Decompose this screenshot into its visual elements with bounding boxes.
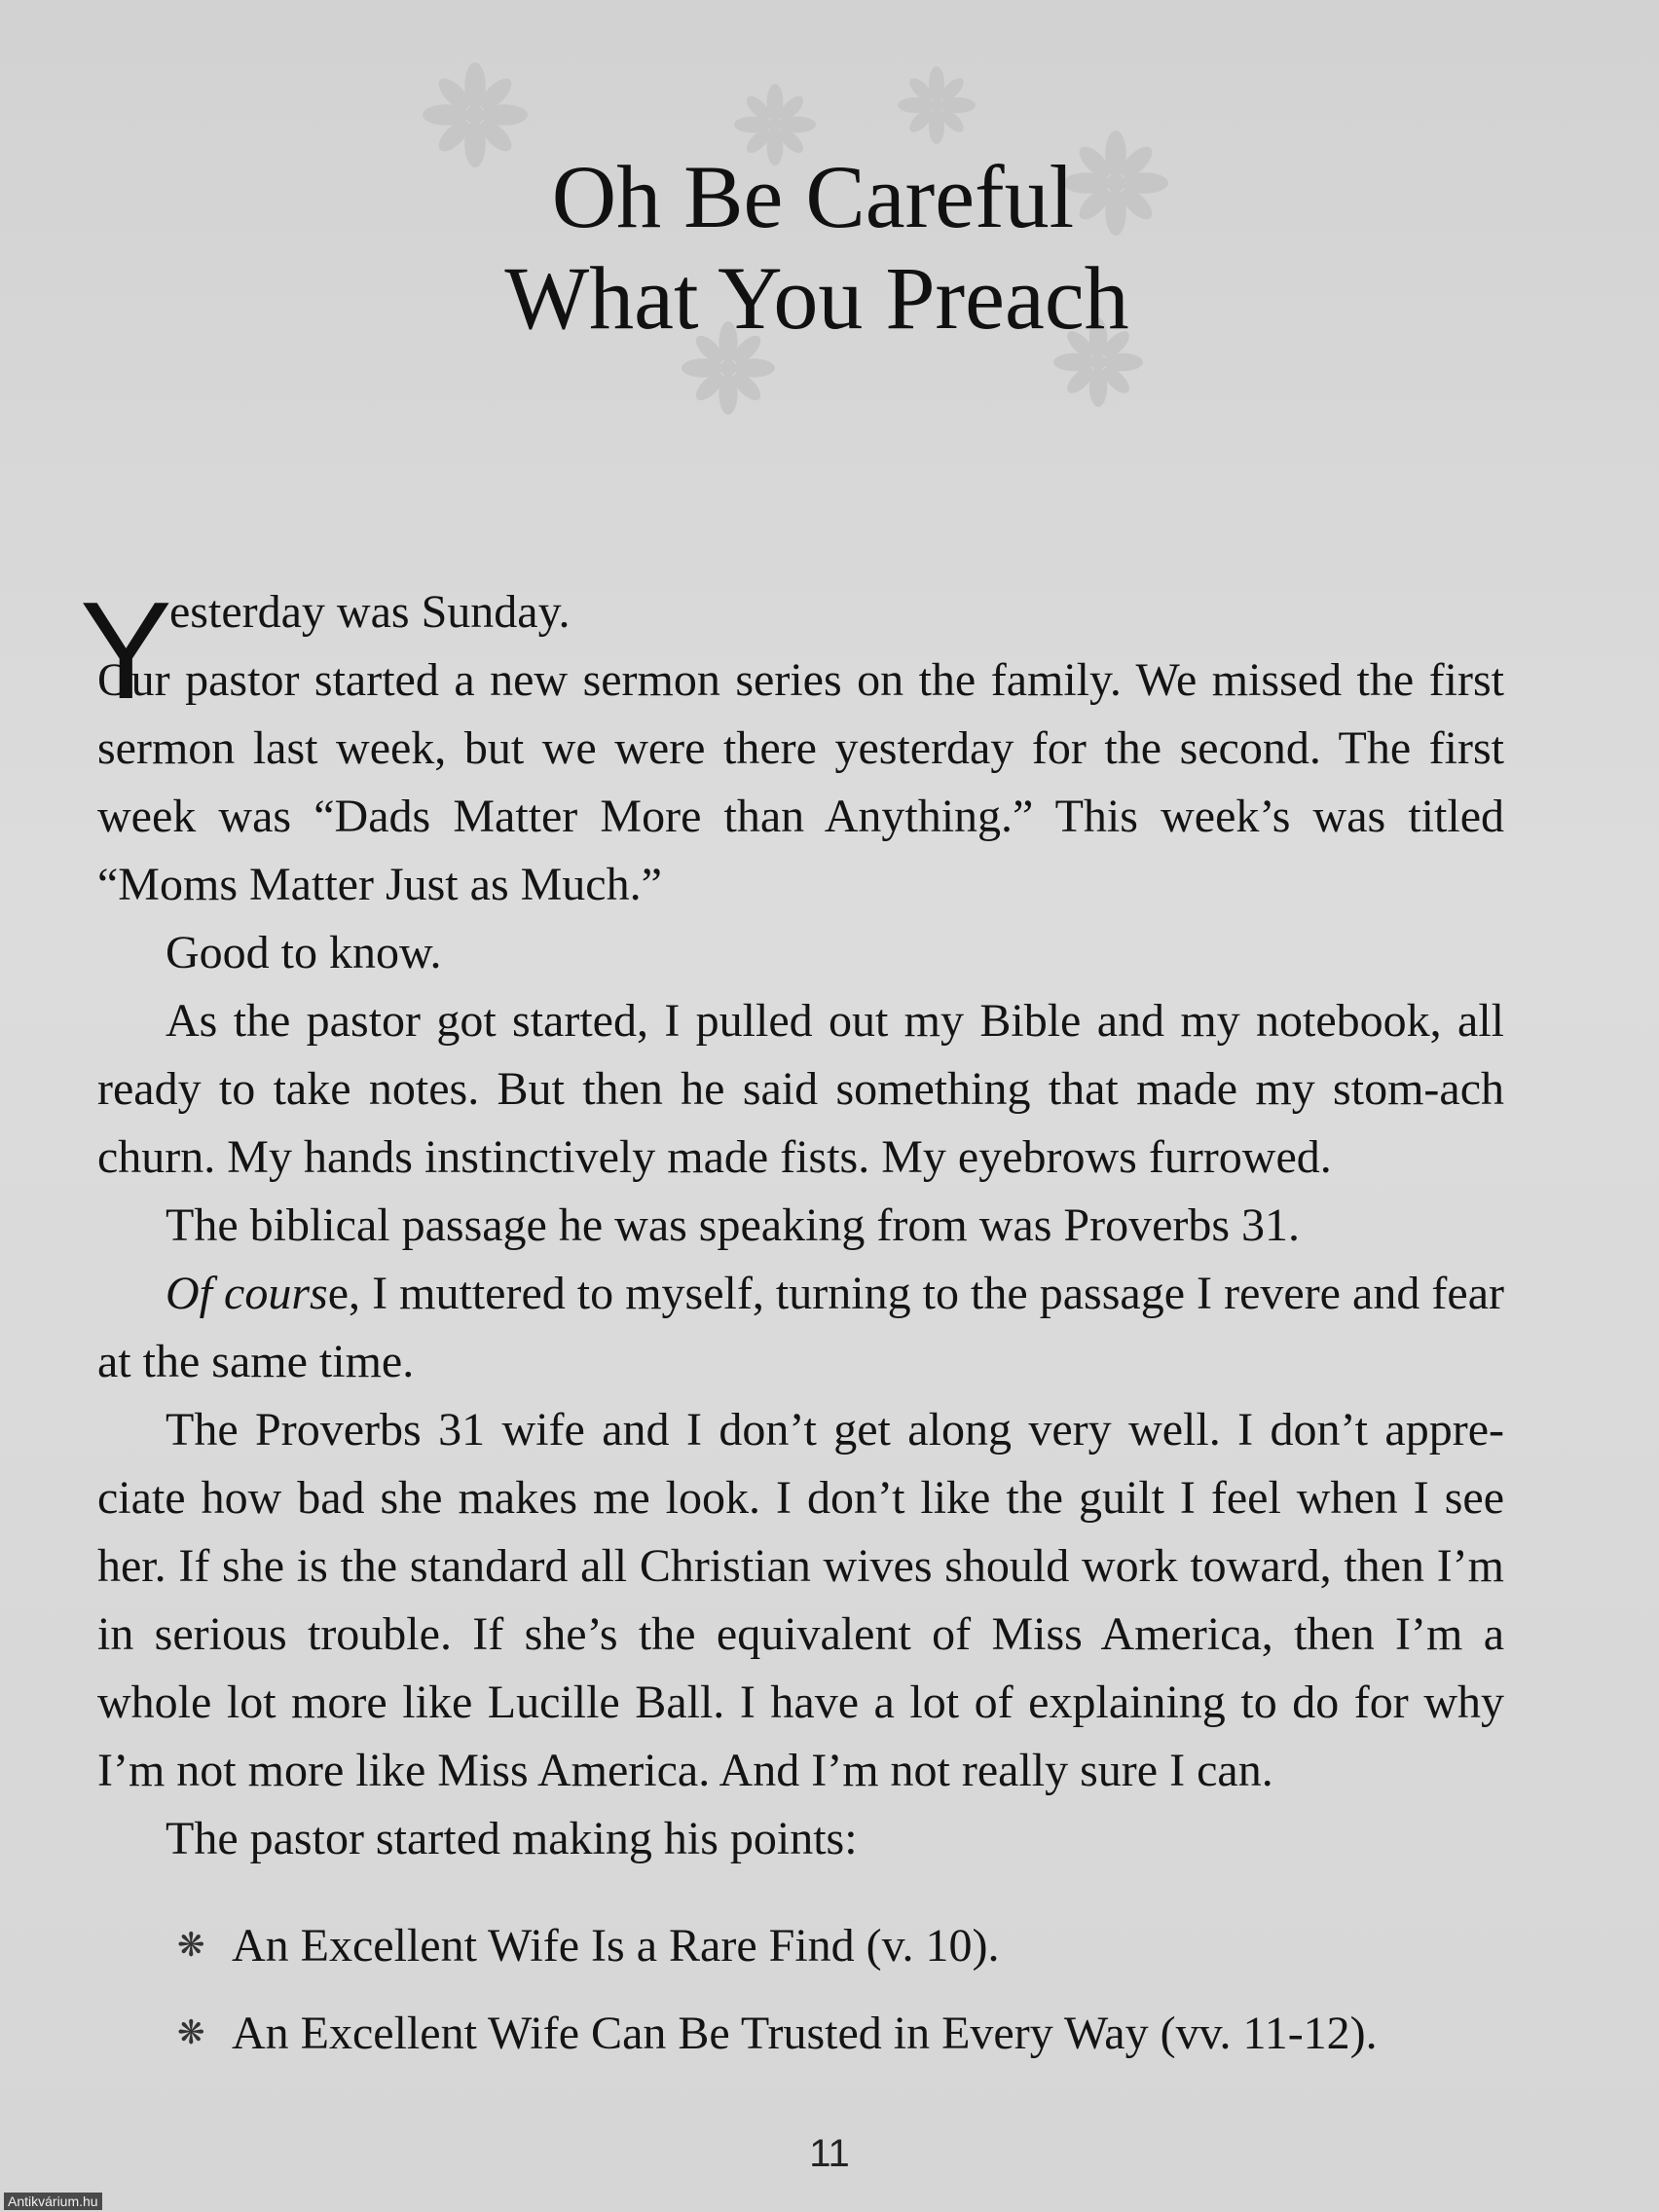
italic-lead: Of cours: [166, 1268, 328, 1319]
asterisk-flower-icon: ❋: [177, 1928, 205, 1964]
paragraph: Our pastor started a new sermon series on the family. We missed the first sermon last week, but we were there yesterday for the second. The first week was “Dads Matter More than Anything.” This week’s was titled “Moms Matter Just as Much.”: [97, 654, 1504, 910]
paragraph-rest: e, I muttered to myself, turning to the passage I revere and fear at the same time.: [97, 1268, 1504, 1387]
watermark: Antikvárium.hu: [4, 2193, 102, 2210]
page-number: 11: [809, 2132, 850, 2175]
paragraph: The pastor started making his points:: [166, 1813, 858, 1864]
flower-ornament: [898, 66, 976, 144]
drop-cap: Y: [80, 573, 172, 728]
list-item: [97, 1912, 1504, 1980]
bullet-list: [97, 1912, 1504, 2068]
paragraph: As the pastor got started, I pulled out my Bible and my notebook, all ready to take notes. But then he said something that made my stom-ach churn. My hands instinctively made fists. My eyebrows furrowed.: [97, 995, 1504, 1183]
paragraph: [97, 1260, 1504, 1396]
list-item-text: An Excellent Wife Is a Rare Find (v. 10).: [232, 1920, 1000, 1972]
chapter-title-line2: What You Preach: [504, 248, 1129, 348]
chapter-body: [80, 573, 1504, 2087]
chapter-title-line1: Oh Be Careful: [551, 147, 1075, 246]
opening-paragraph: [80, 573, 1504, 919]
list-item: [97, 2000, 1504, 2068]
asterisk-flower-icon: ❋: [177, 2015, 205, 2051]
list-item-text: An Excellent Wife Can Be Trusted in Every Way (vv. 11-12).: [232, 2008, 1378, 2059]
first-line: esterday was Sunday.: [169, 586, 571, 638]
paragraph: Good to know.: [166, 927, 442, 978]
paragraph: The biblical passage he was speaking from was Proverbs 31.: [166, 1199, 1301, 1251]
paragraph: The Proverbs 31 wife and I don’t get along very well. I don’t appre-ciate how bad she makes me look. I don’t like the guilt I feel when I see her. If she is the standard all Christian wives should work toward, then I’m in serious trouble. If she’s the equivalent of Miss America, then I’m a whole lot more like Lucille Ball. I have a lot of explaining to do for why I’m not more like Miss America. And I’m not really sure I can.: [97, 1404, 1504, 1796]
